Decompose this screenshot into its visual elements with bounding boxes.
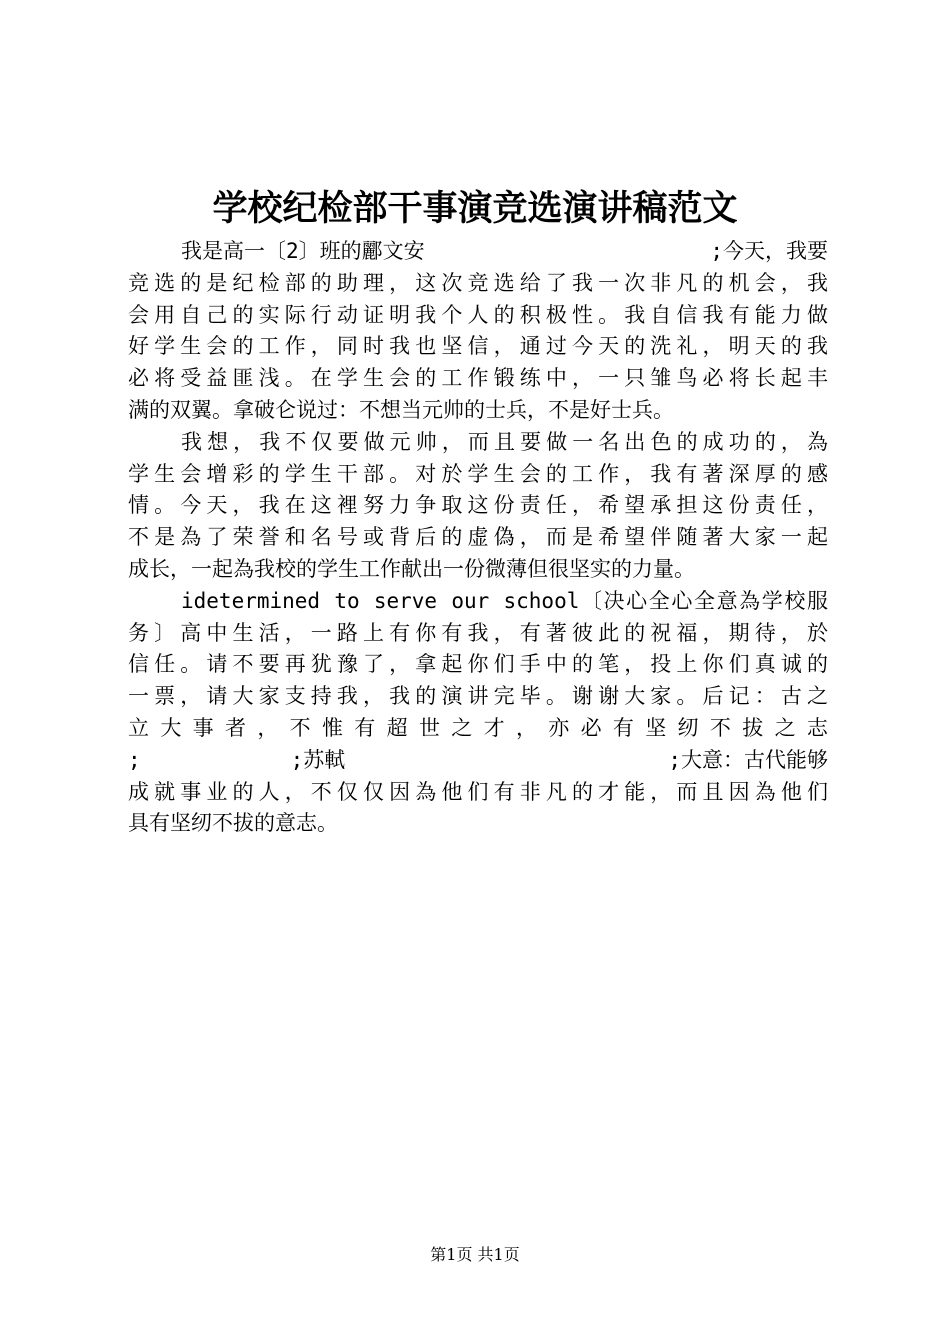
paragraph-line: 情。今天，我在这裡努力争取这份责任，希望承担这份责任， (128, 493, 828, 518)
paragraph-line: 信任。请不要再犹豫了，拿起你们手中的笔，投上你们真诚的 (128, 652, 828, 677)
line-character: 才 (483, 715, 505, 740)
paragraph-line (128, 745, 828, 777)
paragraph-line: 必将受益匪浅。在学生会的工作锻练中，一只雏鸟必将长起丰 (128, 366, 828, 391)
paragraph-line: 成长，一起為我校的学生工作献出一份微薄但很坚实的力量。 (128, 556, 695, 581)
paragraph-line: 一票，请大家支持我，我的演讲完毕。谢谢大家。后记：古之 (128, 684, 828, 709)
line-segment: ;大意：古代能够 (668, 747, 828, 772)
paragraph-line: 竞选的是纪检部的助理，这次竞选给了我一次非凡的机会，我 (128, 270, 828, 295)
line-character: 不 (709, 715, 731, 740)
line-character: 者 (224, 715, 246, 740)
line-character: 之 (774, 715, 796, 740)
line-character: 超 (386, 715, 408, 740)
paragraph-line: idetermined to serve our school〔决心全心全意為学校服 (181, 588, 828, 613)
document-body (128, 236, 828, 840)
line-segment: ; (128, 747, 141, 772)
paragraph-line: 成就事业的人，不仅仅因為他们有非凡的才能，而且因為他们 (128, 779, 828, 804)
line-character: 有 (354, 715, 376, 740)
line-character: 坚 (645, 715, 667, 740)
page-footer: 第1页 共1页 (430, 1245, 520, 1264)
line-character: ， (515, 715, 537, 740)
line-character: 纫 (677, 715, 699, 740)
line-character: 之 (451, 715, 473, 740)
paragraph-line: 不是為了荣誉和名号或背后的虚偽，而是希望伴随著大家一起 (128, 525, 828, 550)
line-segment: ;今天，我要 (710, 239, 828, 263)
paragraph-line: 我想，我不仅要做元帅，而且要做一名出色的成功的，為 (181, 429, 828, 454)
paragraph-line: 好学生会的工作，同时我也坚信，通过今天的洗礼，明天的我 (128, 334, 828, 359)
paragraph-line (128, 713, 828, 745)
line-character: 拔 (742, 715, 764, 740)
line-character: 惟 (321, 715, 343, 740)
document-title: 学校纪检部干事演竞选演讲稿范文 (212, 188, 738, 229)
line-character: 亦 (548, 715, 570, 740)
paragraph-line (128, 236, 828, 268)
line-character: 有 (612, 715, 634, 740)
line-character: 立 (128, 715, 149, 740)
line-character: 世 (418, 715, 440, 740)
paragraph-line: 具有坚纫不拔的意志。 (128, 811, 338, 836)
line-character: 必 (580, 715, 602, 740)
line-character: 志 (806, 715, 828, 740)
line-segment: ;苏軾 (290, 747, 346, 772)
paragraph-line: 务〕高中生活，一路上有你有我，有著彼此的祝福，期待，於 (128, 620, 828, 645)
line-segment: 我是高一〔2〕班的酈文安 (181, 239, 425, 263)
line-character: 不 (289, 715, 311, 740)
line-character: ， (257, 715, 279, 740)
paragraph-line: 满的双翼。拿破仑说过：不想当元帅的士兵，不是好士兵。 (128, 397, 674, 422)
line-character: 事 (192, 715, 214, 740)
line-character: 大 (160, 715, 182, 740)
paragraph-line: 会用自己的实际行动证明我个人的积极性。我自信我有能力做 (128, 302, 828, 327)
paragraph-line: 学生会增彩的学生干部。对於学生会的工作，我有著深厚的感 (128, 461, 828, 486)
